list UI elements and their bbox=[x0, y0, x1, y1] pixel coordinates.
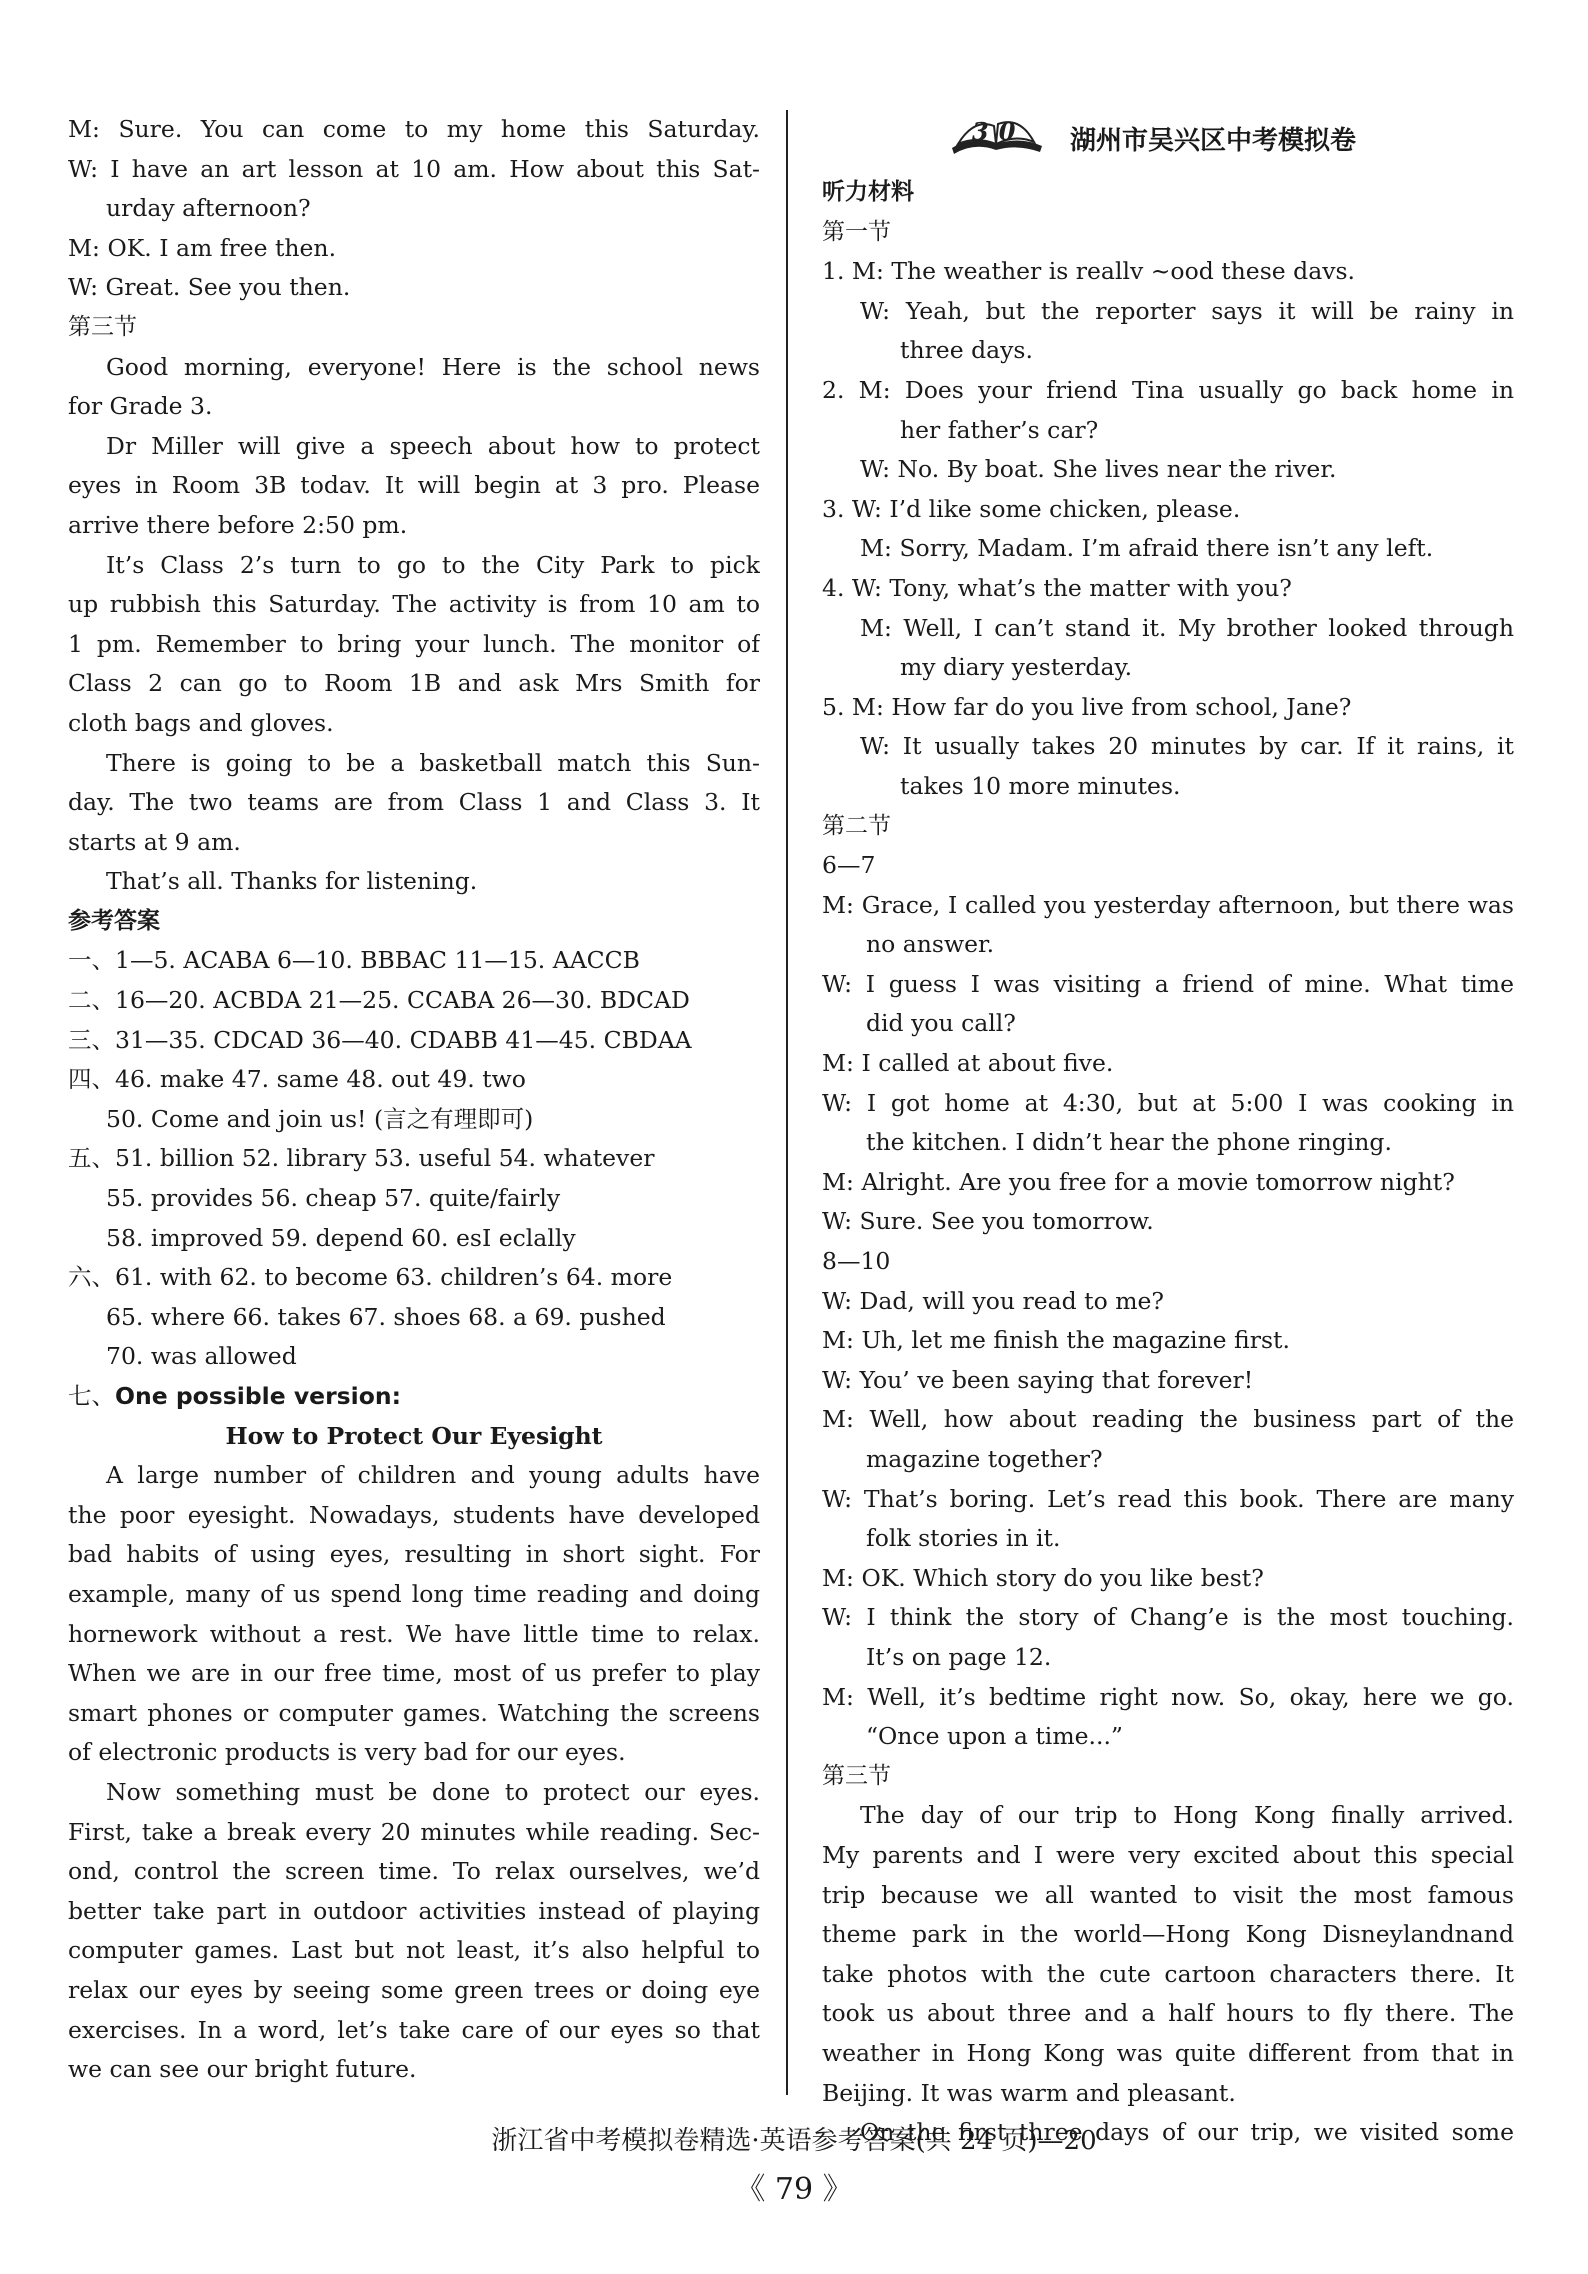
dialogue-line: 4. W: Tony, what’s the matter with you? bbox=[822, 573, 1292, 602]
news-line: It’s Class 2’s turn to go to the City Park to pick bbox=[106, 550, 760, 579]
news-line: 1 pm. Remember to bring your lunch. The monitor of bbox=[68, 629, 760, 658]
essay-title: How to Protect Our Eyesight bbox=[225, 1421, 603, 1450]
dialogue-line: W: Dad, will you read to me? bbox=[822, 1286, 1165, 1315]
essay-line: exercises. In a word, let’s take care of our eyes so that bbox=[68, 2015, 760, 2044]
dialogue-line: M: Sorry, Madam. I’m afraid there isn’t any left. bbox=[860, 534, 1434, 563]
news-line: arrive there before 2:50 pm. bbox=[68, 510, 408, 539]
left-column bbox=[68, 110, 760, 2090]
answer-line: 70. was allowed bbox=[106, 1342, 297, 1371]
writing-prefix: 七、 bbox=[68, 1382, 115, 1410]
essay-line: example, many of us spend long time reading and doing bbox=[68, 1579, 760, 1608]
story-line: weather in Hong Kong was quite different from that in bbox=[822, 2038, 1514, 2067]
essay-line: smart phones or computer games. Watching the screens bbox=[68, 1698, 760, 1727]
dialogue-line: my diary yesterday. bbox=[900, 653, 1133, 682]
answer-line: 58. improved 59. depend 60. esI eclally bbox=[106, 1223, 576, 1252]
column-divider bbox=[786, 110, 788, 2095]
answer-line: 六、61. with 62. to become 63. children’s 64. more bbox=[68, 1263, 673, 1292]
dialogue-line: folk stories in it. bbox=[866, 1524, 1061, 1553]
paper-title: 湖州市吴兴区中考模拟卷 bbox=[1070, 126, 1357, 156]
news-line: Good morning, everyone! Here is the school news bbox=[106, 352, 760, 381]
dialogue-line: M: I called at about five. bbox=[822, 1049, 1114, 1078]
essay-line: of electronic products is very bad for our eyes. bbox=[68, 1738, 626, 1767]
answer-line: 50. Come and join us! (言之有理即可) bbox=[106, 1104, 534, 1133]
dialogue-line: M: Alright. Are you free for a movie tomorrow night? bbox=[822, 1167, 1455, 1196]
answer-line: 一、1—5. ACABA 6—10. BBBAC 11—15. AACCB bbox=[68, 946, 640, 975]
writing-label bbox=[68, 1377, 760, 1417]
story-line: On the first three days of our trip, we visited some bbox=[860, 2118, 1514, 2147]
dialogue-line: three days. bbox=[900, 336, 1033, 365]
page-number: 《 79 》 bbox=[735, 2172, 853, 2207]
section-heading: 第三节 bbox=[68, 313, 137, 340]
dialogue-line: M: OK. I am free then. bbox=[68, 233, 337, 262]
section-heading: 第二节 bbox=[822, 812, 891, 839]
dialogue-line: M: Well, how about reading the business part of the bbox=[822, 1405, 1514, 1434]
dialogue-line: W: Yeah, but the reporter says it will be rainy in bbox=[860, 296, 1514, 325]
essay-line: computer games. Last but not least, it’s also helpful to bbox=[68, 1936, 760, 1965]
essay-line: First, take a break every 20 minutes while reading. Sec- bbox=[68, 1817, 760, 1846]
dialogue-line: M: Uh, let me finish the magazine first. bbox=[822, 1326, 1290, 1355]
dialogue-line: W: I have an art lesson at 10 am. How about this Sat- bbox=[68, 154, 760, 183]
dialogue-line: 1. M: The weather is reallv ~ood these davs. bbox=[822, 257, 1356, 286]
essay-line: When we are in our free time, most of us prefer to play bbox=[68, 1659, 760, 1688]
news-line: for Grade 3. bbox=[68, 392, 213, 421]
dialogue-line: M: Well, I can’t stand it. My brother looked through bbox=[860, 613, 1514, 642]
news-line: cloth bags and gloves. bbox=[68, 708, 334, 737]
answer-line: 65. where 66. takes 67. shoes 68. a 69. pushed bbox=[106, 1302, 666, 1331]
dialogue-line: “Once upon a time...” bbox=[866, 1722, 1123, 1751]
news-line: There is going to be a basketball match this Sun- bbox=[106, 748, 760, 777]
news-line: Dr Miller will give a speech about how to protect bbox=[106, 431, 760, 460]
essay-line: Now something must be done to protect our eyes. bbox=[106, 1777, 760, 1806]
dialogue-line: magazine together? bbox=[866, 1445, 1103, 1473]
dialogue-line: M: Grace, I called you yesterday afternoon, but there was bbox=[822, 890, 1514, 919]
essay-line: bad habits of using eyes, resulting in short sight. For bbox=[68, 1540, 760, 1569]
news-line: Class 2 can go to Room 1B and ask Mrs Smith for bbox=[68, 669, 760, 698]
news-line: up rubbish this Saturday. The activity is from 10 am to bbox=[68, 590, 760, 619]
story-line: Beijing. It was warm and pleasant. bbox=[822, 2078, 1236, 2107]
dialogue-line: 5. M: How far do you live from school, Jane? bbox=[822, 692, 1352, 721]
answer-line: 三、31—35. CDCAD 36—40. CDABB 41—45. CBDAA bbox=[68, 1025, 692, 1054]
dialogue-line: W: I think the story of Chang’e is the most touching. bbox=[822, 1603, 1514, 1632]
story-line: The day of our trip to Hong Kong finally arrived. bbox=[860, 1801, 1514, 1830]
paper-title-banner bbox=[948, 108, 1508, 164]
news-line: eyes in Room 3B todav. It will begin at 3 pro. Please bbox=[68, 471, 760, 500]
essay-line: we can see our bright future. bbox=[68, 2055, 417, 2084]
answer-line: 五、51. billion 52. library 53. useful 54. whatever bbox=[68, 1144, 655, 1173]
essay-line: ond, control the screen time. To relax ourselves, we’d bbox=[68, 1857, 760, 1886]
dialogue-line: her father’s car? bbox=[900, 415, 1099, 444]
listening-heading: 听力材料 bbox=[822, 179, 914, 205]
story-line: theme park in the world—Hong Kong Disneylandnand bbox=[822, 1920, 1514, 1949]
essay-line: better take part in outdoor activities instead of playing bbox=[68, 1896, 760, 1925]
news-line: That’s all. Thanks for listening. bbox=[106, 867, 478, 896]
dialogue-line: 3. W: I’d like some chicken, please. bbox=[822, 494, 1241, 523]
news-line: starts at 9 am. bbox=[68, 827, 241, 856]
answer-line: 55. provides 56. cheap 57. quite/fairly bbox=[106, 1184, 561, 1213]
section-heading: 第三节 bbox=[822, 1762, 891, 1789]
dialogue-line: the kitchen. I didn’t hear the phone ringing. bbox=[866, 1128, 1392, 1157]
dialogue-line: It’s on page 12. bbox=[866, 1642, 1052, 1671]
dialogue-line: W: Sure. See you tomorrow. bbox=[822, 1207, 1154, 1236]
dialogue-line: W: I guess I was visiting a friend of mine. What time bbox=[822, 969, 1514, 998]
essay-line: the poor eyesight. Nowadays, students have developed bbox=[68, 1500, 760, 1529]
news-line: day. The two teams are from Class 1 and Class 3. It bbox=[68, 788, 760, 817]
section-heading: 第一节 bbox=[822, 218, 891, 245]
writing-version-label: One possible version: bbox=[115, 1382, 401, 1410]
essay-line: relax our eyes by seeing some green trees or doing eye bbox=[68, 1975, 760, 2004]
dialogue-line: no answer. bbox=[866, 930, 995, 959]
story-line: take photos with the cute cartoon characters there. It bbox=[822, 1959, 1514, 1988]
dialogue-line: 2. M: Does your friend Tina usually go back home in bbox=[822, 375, 1514, 404]
answers-heading: 参考答案 bbox=[68, 907, 160, 934]
essay-line: hornework without a rest. We have little time to relax. bbox=[68, 1619, 760, 1648]
answer-line: 四、46. make 47. same 48. out 49. two bbox=[68, 1065, 526, 1094]
dialogue-line: W: That’s boring. Let’s read this book. There are many bbox=[822, 1484, 1514, 1513]
story-line: took us about three and a half hours to fly there. The bbox=[822, 1999, 1514, 2028]
story-line: trip because we all wanted to visit the most famous bbox=[822, 1880, 1514, 1909]
dialogue-line: M: Well, it’s bedtime right now. So, okay, here we go. bbox=[822, 1682, 1514, 1711]
dialogue-line: urday afternoon? bbox=[106, 194, 311, 223]
dialogue-line: W: You’ ve been saying that forever! bbox=[822, 1365, 1254, 1394]
question-range: 6—7 bbox=[822, 851, 876, 880]
dialogue-line: takes 10 more minutes. bbox=[900, 771, 1181, 800]
story-line: My parents and I were very excited about this special bbox=[822, 1840, 1514, 1869]
dialogue-line: did you call? bbox=[866, 1009, 1016, 1038]
dialogue-line: M: Sure. You can come to my home this Saturday. bbox=[68, 115, 760, 143]
dialogue-line: W: No. By boat. She lives near the river. bbox=[860, 455, 1337, 484]
dialogue-line: W: It usually takes 20 minutes by car. If it rains, it bbox=[860, 732, 1514, 761]
paper-number: 30 bbox=[972, 117, 1026, 146]
dialogue-line: W: I got home at 4:30, but at 5:00 I was cooking in bbox=[822, 1088, 1514, 1117]
answer-line: 二、16—20. ACBDA 21—25. CCABA 26—30. BDCAD bbox=[68, 986, 690, 1015]
footer-title: 浙江省中考模拟卷精选·英语参考答案(共 24 页)—20 bbox=[491, 2126, 1097, 2156]
dialogue-line: M: OK. Which story do you like best? bbox=[822, 1563, 1264, 1592]
question-range: 8—10 bbox=[822, 1247, 891, 1276]
essay-line: A large number of children and young adults have bbox=[106, 1461, 760, 1490]
book-logo-icon bbox=[948, 110, 1046, 156]
right-column bbox=[822, 173, 1514, 2153]
dialogue-line: W: Great. See you then. bbox=[68, 273, 351, 302]
